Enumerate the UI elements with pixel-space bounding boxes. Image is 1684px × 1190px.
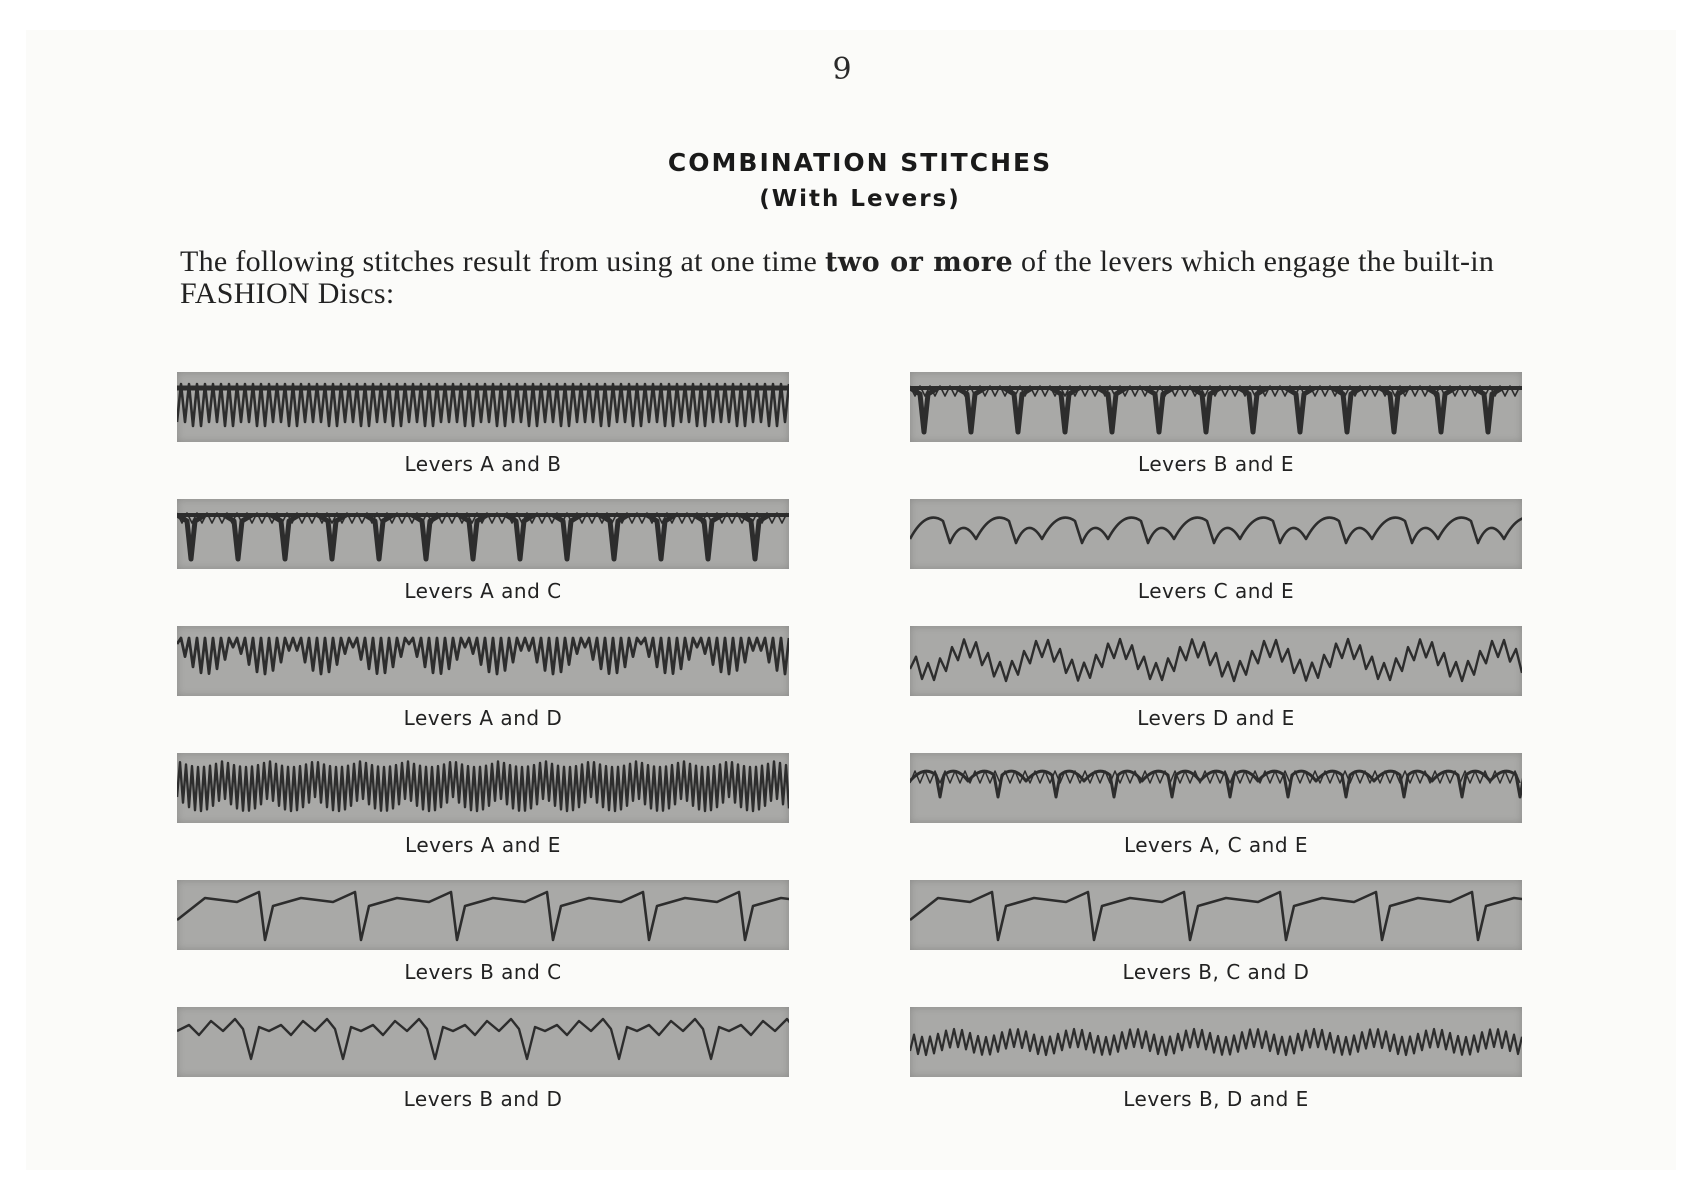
stitch-swatch bbox=[910, 626, 1522, 696]
stitch-pattern bbox=[177, 753, 789, 823]
stitch-line bbox=[910, 518, 1522, 543]
stitch-sample bbox=[177, 1007, 789, 1134]
stitch-line bbox=[553, 515, 581, 559]
stitch-line bbox=[1145, 388, 1173, 432]
stitch-swatch bbox=[910, 1007, 1522, 1077]
intro-text-start: The following stitches result from using at one time bbox=[180, 245, 825, 278]
stitch-line bbox=[741, 515, 769, 559]
stitch-pattern bbox=[177, 372, 789, 442]
stitch-swatch bbox=[910, 372, 1522, 442]
page-number: 9 bbox=[832, 52, 852, 87]
intro-text-end: of the levers which engage the built-in FASHION Discs: bbox=[180, 245, 1495, 310]
stitch-pattern bbox=[177, 1007, 789, 1077]
stitch-line bbox=[910, 639, 1522, 681]
stitch-caption: Levers A, C and E bbox=[1123, 833, 1309, 857]
stitch-line bbox=[1286, 388, 1314, 432]
stitch-column-left bbox=[177, 372, 789, 1134]
stitch-pattern bbox=[910, 753, 1522, 823]
stitch-line bbox=[412, 515, 440, 559]
stitch-line bbox=[365, 515, 393, 559]
stitch-swatch bbox=[177, 626, 789, 696]
stitch-swatch bbox=[177, 499, 789, 569]
stitch-sample bbox=[910, 880, 1522, 1007]
stitch-line bbox=[1239, 388, 1267, 432]
stitch-swatch bbox=[910, 499, 1522, 569]
stitch-pattern bbox=[910, 880, 1522, 950]
stitch-sample bbox=[910, 626, 1522, 753]
stitch-caption: Levers B and E bbox=[1138, 452, 1294, 476]
stitch-pattern bbox=[910, 626, 1522, 696]
stitch-line bbox=[177, 761, 789, 811]
stitch-line bbox=[1333, 388, 1361, 432]
stitch-swatch bbox=[910, 880, 1522, 950]
stitch-sample bbox=[910, 372, 1522, 499]
stitch-line bbox=[177, 892, 789, 940]
stitch-pattern bbox=[910, 372, 1522, 442]
stitch-sample bbox=[177, 753, 789, 880]
page-subtitle: (With Levers) bbox=[759, 186, 961, 212]
stitch-sample bbox=[177, 880, 789, 1007]
stitch-line bbox=[1098, 388, 1126, 432]
stitch-caption: Levers B and D bbox=[403, 1087, 563, 1111]
stitch-sample bbox=[910, 499, 1522, 626]
stitch-sample bbox=[177, 372, 789, 499]
stitch-line bbox=[224, 515, 252, 559]
stitch-pattern bbox=[177, 499, 789, 569]
stitch-swatch bbox=[177, 880, 789, 950]
stitch-pattern bbox=[177, 626, 789, 696]
stitch-column-right bbox=[910, 372, 1522, 1134]
stitch-swatch bbox=[177, 1007, 789, 1077]
stitch-caption: Levers C and E bbox=[1137, 579, 1295, 603]
page-title: COMBINATION STITCHES bbox=[667, 148, 1053, 177]
stitch-line bbox=[957, 388, 985, 432]
stitch-sample bbox=[177, 499, 789, 626]
stitch-caption: Levers B, D and E bbox=[1123, 1087, 1309, 1111]
stitch-caption: Levers B and C bbox=[404, 960, 562, 984]
stitch-caption: Levers D and E bbox=[1137, 706, 1295, 730]
stitch-swatch bbox=[177, 372, 789, 442]
stitch-caption: Levers A and E bbox=[405, 833, 561, 857]
stitch-line bbox=[910, 1029, 1522, 1055]
stitch-swatch bbox=[177, 753, 789, 823]
stitch-pattern bbox=[910, 499, 1522, 569]
intro-emphasis: two or more bbox=[824, 247, 1014, 278]
stitch-caption: Levers A and B bbox=[404, 452, 562, 476]
stitch-line bbox=[271, 515, 299, 559]
stitch-line bbox=[1004, 388, 1032, 432]
stitch-line bbox=[177, 638, 789, 674]
stitch-line bbox=[1427, 388, 1455, 432]
stitch-sample bbox=[910, 1007, 1522, 1134]
stitch-line bbox=[177, 1019, 789, 1059]
stitch-caption: Levers A and C bbox=[404, 579, 562, 603]
stitch-line bbox=[600, 515, 628, 559]
stitch-sample bbox=[910, 753, 1522, 880]
stitch-line bbox=[506, 515, 534, 559]
stitch-pattern bbox=[910, 1007, 1522, 1077]
stitch-sample bbox=[177, 626, 789, 753]
stitch-line bbox=[910, 892, 1522, 940]
intro-paragraph bbox=[180, 246, 1540, 309]
stitch-pattern bbox=[177, 880, 789, 950]
stitch-line bbox=[694, 515, 722, 559]
stitch-swatch bbox=[910, 753, 1522, 823]
stitch-caption: Levers A and D bbox=[403, 706, 563, 730]
stitch-caption: Levers B, C and D bbox=[1122, 960, 1310, 984]
stitch-line bbox=[1474, 388, 1502, 432]
